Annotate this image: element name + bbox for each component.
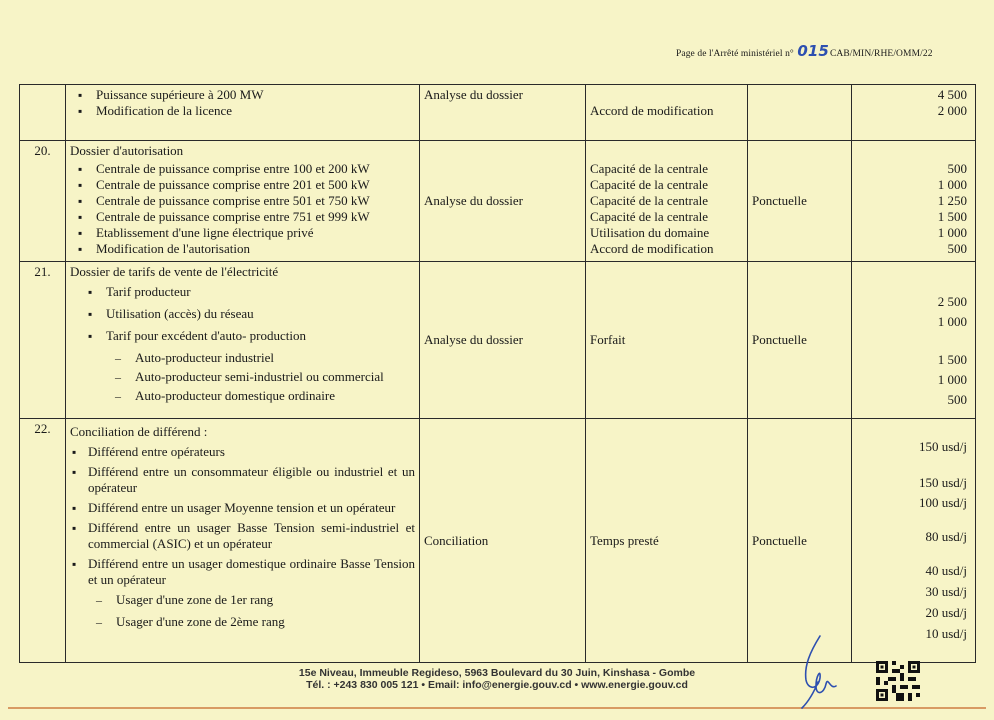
amount: 10 usd/j — [925, 626, 967, 641]
procedure-cell — [420, 141, 586, 262]
basis-item: Accord de modification — [590, 103, 714, 118]
amount-cell — [852, 141, 976, 262]
amount: 500 — [947, 392, 967, 407]
procedure: Analyse du dossier — [424, 332, 523, 347]
fee-table — [19, 84, 976, 663]
qr-code-icon — [876, 661, 920, 701]
amount: 30 usd/j — [925, 584, 967, 599]
frequency: Ponctuelle — [752, 332, 807, 347]
list-item: ▪ Utilisation (accès) du réseau — [80, 306, 415, 322]
procedure-cell — [420, 85, 586, 141]
list-item: ▪ Centrale de puissance comprise entre 100 et 200 kW — [70, 161, 415, 177]
amount: 1 000 — [937, 177, 967, 192]
basis-item: Capacité de la centrale — [590, 161, 709, 176]
amount-cell — [852, 85, 976, 141]
basis-item: Accord de modification — [590, 241, 714, 256]
amount: 4 500 — [937, 87, 967, 102]
frequency: Ponctuelle — [752, 532, 807, 548]
amount: 150 usd/j — [918, 439, 967, 454]
list-item: ▪ Centrale de puissance comprise entre 751 et 999 kW — [70, 209, 415, 225]
basis-item: Capacité de la centrale — [590, 209, 709, 224]
basis-item: Capacité de la centrale — [590, 193, 709, 208]
basis-item: Temps presté — [590, 532, 659, 548]
procedure: Conciliation — [424, 532, 489, 548]
list-item: – Usager d'une zone de 1er rang — [96, 592, 415, 608]
procedure: Analyse du dossier — [424, 193, 523, 208]
row-title: Dossier de tarifs de vente de l'électricité — [70, 264, 279, 279]
page-reference-suffix: CAB/MIN/RHE/OMM/22 — [829, 49, 933, 59]
basis-cell — [586, 262, 748, 419]
procedure: Analyse du dossier — [424, 87, 523, 102]
basis-cell — [586, 141, 748, 262]
amount: 150 usd/j — [918, 475, 967, 490]
list-item: ▪ Tarif producteur — [80, 284, 415, 300]
amount: 500 — [947, 241, 967, 256]
amount: 20 usd/j — [925, 605, 967, 620]
list-item: – Auto-producteur semi-industriel ou commercial — [115, 369, 415, 385]
basis-cell — [586, 419, 748, 663]
list-item: ▪ Différend entre opérateurs — [70, 444, 415, 460]
frequency-cell — [748, 419, 852, 663]
list-item: ▪ Modification de la licence — [70, 103, 415, 119]
page-reference — [676, 42, 933, 60]
amount: 1 000 — [937, 225, 967, 240]
amount: 1 500 — [937, 209, 967, 224]
amount: 500 — [947, 161, 967, 176]
table-row — [20, 262, 976, 419]
list-item: – Auto-producteur industriel — [115, 350, 415, 366]
row-number — [20, 85, 66, 141]
list-item: ▪ Différend entre un usager domestique ordinaire Basse Tension et un opérateur — [70, 556, 415, 588]
basis-cell — [586, 85, 748, 141]
handwritten-decree-number: 015 — [797, 42, 829, 60]
row-title: Dossier d'autorisation — [70, 143, 184, 158]
row-title: Conciliation de différend : — [70, 424, 208, 439]
table-row — [20, 85, 976, 141]
list-item: ▪ Centrale de puissance comprise entre 501 et 750 kW — [70, 193, 415, 209]
page-reference-prefix: Page de l'Arrêté ministériel n° — [676, 49, 794, 59]
amount: 1 500 — [937, 352, 967, 367]
list-item: ▪ Différend entre un consommateur éligible ou industriel et un opérateur — [70, 464, 415, 496]
procedure-cell — [420, 419, 586, 663]
amount: 40 usd/j — [925, 563, 967, 578]
basis-item: Forfait — [590, 332, 626, 347]
list-item: ▪ Différend entre un usager Basse Tension semi-industriel et commercial (ASIC) et un opérateur — [70, 520, 415, 552]
amount: 80 usd/j — [925, 529, 967, 544]
list-item: – Auto-producteur domestique ordinaire — [115, 388, 415, 404]
amount: 2 000 — [937, 103, 967, 118]
row-number: 22. — [20, 419, 66, 663]
table-row — [20, 141, 976, 262]
list-item: ▪ Différend entre un usager Moyenne tension et un opérateur — [70, 500, 415, 516]
frequency-cell — [748, 85, 852, 141]
row-number: 21. — [20, 262, 66, 419]
footer-contact: Tél. : +243 830 005 121 • Email: info@energie.gouv.cd • www.energie.gouv.cd — [306, 679, 688, 691]
frequency-cell — [748, 141, 852, 262]
frequency: Ponctuelle — [752, 193, 807, 208]
procedure-cell — [420, 262, 586, 419]
designation-cell — [66, 419, 420, 663]
amount: 1 000 — [937, 314, 967, 329]
designation-cell — [66, 262, 420, 419]
footer-address: 15e Niveau, Immeuble Regideso, 5963 Boulevard du 30 Juin, Kinshasa - Gombe — [298, 667, 696, 679]
list-item: ▪ Centrale de puissance comprise entre 201 et 500 kW — [70, 177, 415, 193]
row-number: 20. — [20, 141, 66, 262]
amount: 100 usd/j — [918, 495, 967, 510]
amount: 2 500 — [937, 294, 967, 309]
basis-item: Capacité de la centrale — [590, 177, 709, 192]
amount-cell — [852, 419, 976, 663]
list-item: ▪ Etablissement d'une ligne électrique privé — [70, 225, 415, 241]
amount-cell — [852, 262, 976, 419]
signature — [790, 632, 850, 710]
frequency-cell — [748, 262, 852, 419]
list-item: ▪ Modification de l'autorisation — [70, 241, 415, 257]
amount: 1 250 — [937, 193, 967, 208]
designation-cell — [66, 141, 420, 262]
list-item: – Usager d'une zone de 2ème rang — [96, 614, 415, 630]
designation-cell — [66, 85, 420, 141]
basis-item: Utilisation du domaine — [590, 225, 710, 240]
list-item: ▪ Puissance supérieure à 200 MW — [70, 87, 415, 103]
amount: 1 000 — [937, 372, 967, 387]
table-row — [20, 419, 976, 663]
list-item: ▪ Tarif pour excédent d'auto- production — [80, 328, 415, 344]
